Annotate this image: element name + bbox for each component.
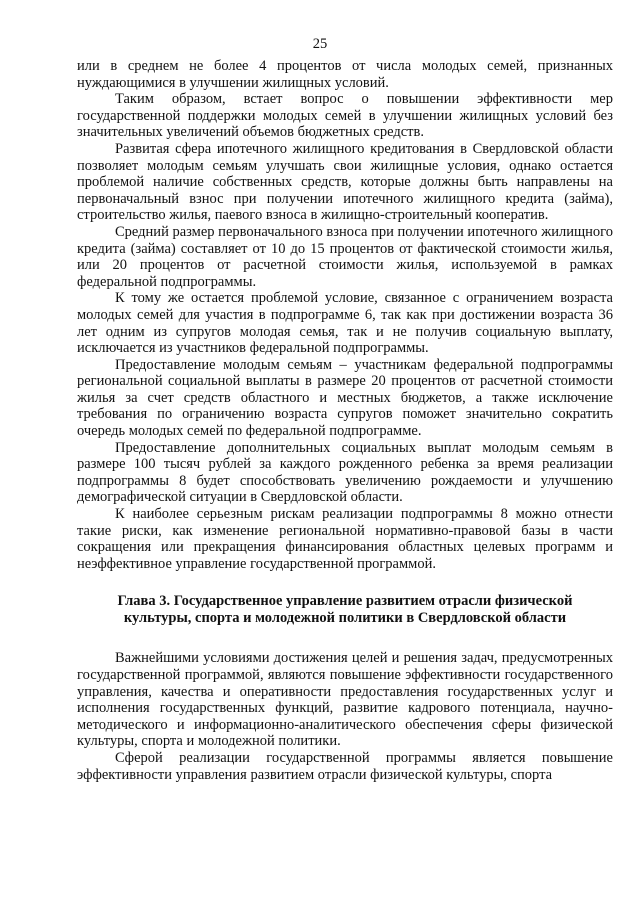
chapter-heading-line-2: культуры, спорта и молодежной политики в Свердловской области <box>123 610 567 627</box>
paragraph: Предоставление молодым семьям – участникам федеральной подпрограммы региональной социальной выплаты в размере 20 процентов от расчетной стоимости жилья за счет средств областного и местных бюджетов, а также исключение требования по ограничению возраста супругов поможет значительно сократить очередь молодых семей по федеральной подпрограмме. <box>77 356 613 440</box>
paragraph: К тому же остается проблемой условие, связанное с ограничением возраста молодых семей для участия в подпрограмме 6, так как при достижении возраста 36 лет одним из супругов молодая семья, так и не получив социальную выплату, исключается из участников федеральной подпрограммы. <box>77 290 613 357</box>
document-body <box>77 58 613 783</box>
paragraph: или в среднем не более 4 процентов от числа молодых семей, признанных нуждающимися в улучшении жилищных условий. <box>77 58 613 91</box>
page-number: 25 <box>312 36 328 52</box>
paragraph: Средний размер первоначального взноса при получении ипотечного жилищного кредита (займа) составляет от 10 до 15 процентов от фактической стоимости жилья, или 20 процентов от расчетной стоимости жилья, используемой в рамках федеральной подпрограммы. <box>77 223 613 290</box>
paragraph: Предоставление дополнительных социальных выплат молодым семьям в размере 100 тысяч рублей за каждого рожденного ребенка за время реализации подпрограммы 8 будет способствовать увеличению рождаемости и улучшению демографической ситуации в Свердловской области. <box>77 439 613 506</box>
paragraph: Важнейшими условиями достижения целей и решения задач, предусмотренных государственной программой, являются повышение эффективности государственного управления, качества и оперативности предоставления государственных услуг и исполнения государственных функций, развитие кадрового потенциала, научно-методического и информационно-аналитического обеспечения сферы физической культуры, спорта и молодежной политики. <box>77 650 613 750</box>
chapter-heading-line-1: Глава 3. Государственное управление развитием отрасли физической <box>117 593 573 610</box>
chapter-heading <box>77 593 613 627</box>
paragraph: Развитая сфера ипотечного жилищного кредитования в Свердловской области позволяет молодым семьям улучшать свои жилищные условия, однако остается проблемой наличие собственных средств, которые должны быть направлены на первоначальный взнос при получении ипотечного жилищного кредита (займа), строительство жилья, паевого взноса в жилищно-строительный кооператив. <box>77 140 613 224</box>
paragraph: К наиболее серьезным рискам реализации подпрограммы 8 можно отнести такие риски, как изменение региональной нормативно-правовой базы в части сокращения или прекращения финансирования областных целевых программ и неэффективное управление государственной программой. <box>77 506 613 572</box>
paragraph: Таким образом, встает вопрос о повышении эффективности мер государственной поддержки молодых семей в улучшении жилищных условий без значительных увеличений объемов бюджетных средств. <box>77 91 613 141</box>
paragraph: Сферой реализации государственной программы является повышение эффективности управления развитием отрасли физической культуры, спорта <box>77 749 613 783</box>
